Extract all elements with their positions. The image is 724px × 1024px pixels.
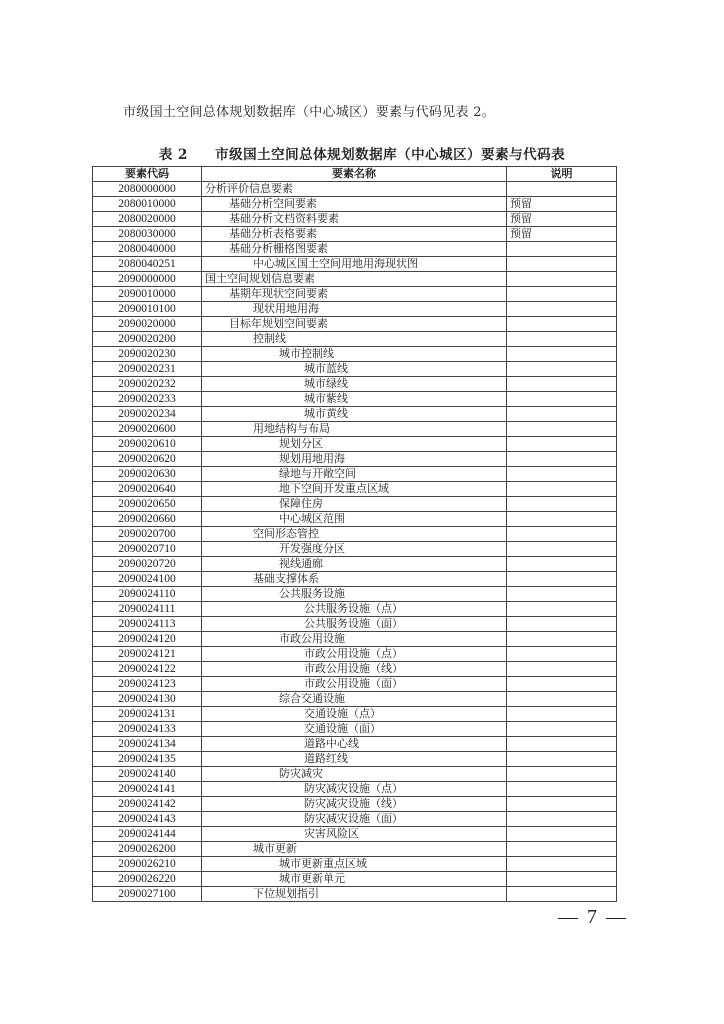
element-code-cell: 2080040251 xyxy=(93,257,202,272)
table-row xyxy=(93,542,617,557)
header-note: 说明 xyxy=(507,167,617,182)
note-cell xyxy=(507,587,617,602)
table-row xyxy=(93,362,617,377)
element-code-cell: 2090010000 xyxy=(93,287,202,302)
element-code-cell: 2090024135 xyxy=(93,752,202,767)
element-name-cell: 视线通廊 xyxy=(202,557,507,572)
table-row xyxy=(93,767,617,782)
note-cell xyxy=(507,677,617,692)
element-code-cell: 2090000000 xyxy=(93,272,202,287)
note-cell xyxy=(507,662,617,677)
element-name-cell: 市政公用设施 xyxy=(202,632,507,647)
element-name-cell: 城市控制线 xyxy=(202,347,507,362)
table-row xyxy=(93,407,617,422)
table-row xyxy=(93,572,617,587)
element-code-cell: 2090024121 xyxy=(93,647,202,662)
note-cell xyxy=(507,857,617,872)
element-name-cell: 防灾减灾设施（线） xyxy=(202,797,507,812)
table-row xyxy=(93,467,617,482)
element-name-cell: 空间形态管控 xyxy=(202,527,507,542)
element-name-cell: 下位规划指引 xyxy=(202,887,507,902)
element-name-cell: 国土空间规划信息要素 xyxy=(202,272,507,287)
element-code-cell: 2090024111 xyxy=(93,602,202,617)
table-row xyxy=(93,632,617,647)
element-code-cell: 2090024133 xyxy=(93,722,202,737)
element-code-cell: 2090020720 xyxy=(93,557,202,572)
element-code-cell: 2080020000 xyxy=(93,212,202,227)
element-code-cell: 2090020000 xyxy=(93,317,202,332)
element-code-cell: 2090020630 xyxy=(93,467,202,482)
element-name-cell: 市政公用设施（面） xyxy=(202,677,507,692)
table-row xyxy=(93,737,617,752)
table-row xyxy=(93,512,617,527)
note-cell xyxy=(507,272,617,287)
header-name: 要素名称 xyxy=(202,167,507,182)
note-cell xyxy=(507,362,617,377)
element-code-cell: 2090020620 xyxy=(93,452,202,467)
table-row xyxy=(93,887,617,902)
element-code-cell: 2090020600 xyxy=(93,422,202,437)
element-code-cell: 2090020610 xyxy=(93,437,202,452)
table-title: 市级国土空间总体规划数据库（中心城区）要素与代码表 xyxy=(215,147,566,163)
element-code-cell: 2090020640 xyxy=(93,482,202,497)
element-name-cell: 基础支撑体系 xyxy=(202,572,507,587)
element-code-cell: 2090024143 xyxy=(93,812,202,827)
element-name-cell: 公共服务设施（面） xyxy=(202,617,507,632)
table-row xyxy=(93,332,617,347)
table-row xyxy=(93,842,617,857)
element-name-cell: 用地结构与布局 xyxy=(202,422,507,437)
element-code-cell: 2090024141 xyxy=(93,782,202,797)
element-name-cell: 基础分析文档资料要素 xyxy=(202,212,507,227)
element-name-cell: 城市更新单元 xyxy=(202,872,507,887)
element-name-cell: 市政公用设施（线） xyxy=(202,662,507,677)
element-code-cell: 2090020700 xyxy=(93,527,202,542)
note-cell: 预留 xyxy=(507,212,617,227)
element-name-cell: 公共服务设施（点） xyxy=(202,602,507,617)
element-name-cell: 规划用地用海 xyxy=(202,452,507,467)
table-row xyxy=(93,212,617,227)
header-code: 要素代码 xyxy=(93,167,202,182)
element-name-cell: 城市紫线 xyxy=(202,392,507,407)
element-code-cell: 2090024131 xyxy=(93,707,202,722)
note-cell xyxy=(507,302,617,317)
table-row xyxy=(93,497,617,512)
element-code-cell: 2090020232 xyxy=(93,377,202,392)
table-row xyxy=(93,452,617,467)
element-code-cell: 2090024130 xyxy=(93,692,202,707)
element-name-cell: 城市蓝线 xyxy=(202,362,507,377)
note-cell xyxy=(507,722,617,737)
table-row xyxy=(93,707,617,722)
element-name-cell: 综合交通设施 xyxy=(202,692,507,707)
element-code-cell: 2090024100 xyxy=(93,572,202,587)
element-name-cell: 基础分析表格要素 xyxy=(202,227,507,242)
note-cell xyxy=(507,512,617,527)
table-row xyxy=(93,317,617,332)
element-code-cell: 2090024134 xyxy=(93,737,202,752)
table-row xyxy=(93,527,617,542)
element-name-cell: 规划分区 xyxy=(202,437,507,452)
table-row xyxy=(93,272,617,287)
note-cell xyxy=(507,887,617,902)
note-cell xyxy=(507,752,617,767)
table-row xyxy=(93,722,617,737)
note-cell xyxy=(507,467,617,482)
element-name-cell: 分析评价信息要素 xyxy=(202,182,507,197)
note-cell xyxy=(507,347,617,362)
intro-paragraph: 市级国土空间总体规划数据库（中心城区）要素与代码见表 2。 xyxy=(123,105,496,120)
element-name-cell: 保障住房 xyxy=(202,497,507,512)
element-code-cell: 2090024140 xyxy=(93,767,202,782)
note-cell xyxy=(507,437,617,452)
element-name-cell: 交通设施（面） xyxy=(202,722,507,737)
note-cell xyxy=(507,602,617,617)
element-name-cell: 灾害风险区 xyxy=(202,827,507,842)
element-code-cell: 2090026210 xyxy=(93,857,202,872)
element-code-cell: 2090024123 xyxy=(93,677,202,692)
element-code-cell: 2080000000 xyxy=(93,182,202,197)
note-cell xyxy=(507,182,617,197)
note-cell xyxy=(507,377,617,392)
element-code-cell: 2080010000 xyxy=(93,197,202,212)
element-name-cell: 公共服务设施 xyxy=(202,587,507,602)
table-row xyxy=(93,242,617,257)
table-row xyxy=(93,872,617,887)
table-row xyxy=(93,797,617,812)
table-caption xyxy=(0,143,724,163)
note-cell xyxy=(507,647,617,662)
element-name-cell: 基础分析栅格图要素 xyxy=(202,242,507,257)
table-row xyxy=(93,857,617,872)
element-name-cell: 防灾减灾设施（面） xyxy=(202,812,507,827)
element-code-cell: 2090020230 xyxy=(93,347,202,362)
element-code-cell: 2090020650 xyxy=(93,497,202,512)
element-name-cell: 中心城区国土空间用地用海现状图 xyxy=(202,257,507,272)
element-code-table xyxy=(92,166,617,902)
table-row xyxy=(93,302,617,317)
element-code-cell: 2080040000 xyxy=(93,242,202,257)
note-cell: 预留 xyxy=(507,197,617,212)
note-cell xyxy=(507,872,617,887)
table-row xyxy=(93,752,617,767)
table-row xyxy=(93,182,617,197)
note-cell xyxy=(507,317,617,332)
note-cell xyxy=(507,767,617,782)
note-cell xyxy=(507,497,617,512)
element-name-cell: 城市更新 xyxy=(202,842,507,857)
element-name-cell: 防灾减灾 xyxy=(202,767,507,782)
note-cell xyxy=(507,707,617,722)
page-number: — 7 — xyxy=(558,906,628,928)
element-code-cell: 2090020234 xyxy=(93,407,202,422)
table-row xyxy=(93,557,617,572)
table-header-row xyxy=(93,167,617,182)
table-row xyxy=(93,197,617,212)
note-cell xyxy=(507,452,617,467)
table-row xyxy=(93,677,617,692)
element-code-cell: 2090020233 xyxy=(93,392,202,407)
element-name-cell: 道路红线 xyxy=(202,752,507,767)
element-code-cell: 2090026220 xyxy=(93,872,202,887)
table-row xyxy=(93,482,617,497)
element-name-cell: 道路中心线 xyxy=(202,737,507,752)
table-row xyxy=(93,437,617,452)
table-row xyxy=(93,812,617,827)
table-row xyxy=(93,227,617,242)
note-cell xyxy=(507,242,617,257)
element-code-cell: 2090027100 xyxy=(93,887,202,902)
element-code-cell: 2080030000 xyxy=(93,227,202,242)
element-code-cell: 2090024144 xyxy=(93,827,202,842)
table-row xyxy=(93,422,617,437)
element-code-cell: 2090020710 xyxy=(93,542,202,557)
note-cell xyxy=(507,392,617,407)
note-cell xyxy=(507,632,617,647)
element-code-cell: 2090010100 xyxy=(93,302,202,317)
table-row xyxy=(93,662,617,677)
element-name-cell: 基期年现状空间要素 xyxy=(202,287,507,302)
element-name-cell: 绿地与开敞空间 xyxy=(202,467,507,482)
element-name-cell: 开发强度分区 xyxy=(202,542,507,557)
element-name-cell: 现状用地用海 xyxy=(202,302,507,317)
element-code-cell: 2090026200 xyxy=(93,842,202,857)
note-cell xyxy=(507,542,617,557)
element-name-cell: 城市更新重点区域 xyxy=(202,857,507,872)
table-row xyxy=(93,287,617,302)
note-cell xyxy=(507,557,617,572)
element-name-cell: 防灾减灾设施（点） xyxy=(202,782,507,797)
table-row xyxy=(93,587,617,602)
element-name-cell: 中心城区范围 xyxy=(202,512,507,527)
table-number: 表 2 xyxy=(158,147,188,163)
note-cell xyxy=(507,422,617,437)
element-name-cell: 城市绿线 xyxy=(202,377,507,392)
note-cell xyxy=(507,737,617,752)
note-cell xyxy=(507,812,617,827)
element-code-cell: 2090020231 xyxy=(93,362,202,377)
element-code-cell: 2090024110 xyxy=(93,587,202,602)
note-cell xyxy=(507,407,617,422)
element-code-cell: 2090020660 xyxy=(93,512,202,527)
table-row xyxy=(93,692,617,707)
element-name-cell: 交通设施（点） xyxy=(202,707,507,722)
note-cell xyxy=(507,332,617,347)
note-cell xyxy=(507,527,617,542)
table-row xyxy=(93,392,617,407)
note-cell xyxy=(507,797,617,812)
element-name-cell: 市政公用设施（点） xyxy=(202,647,507,662)
element-code-cell: 2090024142 xyxy=(93,797,202,812)
note-cell xyxy=(507,482,617,497)
note-cell xyxy=(507,782,617,797)
table-row xyxy=(93,782,617,797)
table-row xyxy=(93,617,617,632)
element-code-cell: 2090024120 xyxy=(93,632,202,647)
element-name-cell: 城市黄线 xyxy=(202,407,507,422)
element-code-cell: 2090024122 xyxy=(93,662,202,677)
note-cell xyxy=(507,572,617,587)
note-cell: 预留 xyxy=(507,227,617,242)
table-row xyxy=(93,602,617,617)
table-row xyxy=(93,647,617,662)
note-cell xyxy=(507,257,617,272)
note-cell xyxy=(507,692,617,707)
note-cell xyxy=(507,287,617,302)
element-name-cell: 地下空间开发重点区域 xyxy=(202,482,507,497)
table-row xyxy=(93,377,617,392)
element-name-cell: 目标年规划空间要素 xyxy=(202,317,507,332)
element-name-cell: 基础分析空间要素 xyxy=(202,197,507,212)
element-code-cell: 2090024113 xyxy=(93,617,202,632)
table-row xyxy=(93,257,617,272)
element-code-cell: 2090020200 xyxy=(93,332,202,347)
note-cell xyxy=(507,617,617,632)
table-row xyxy=(93,827,617,842)
note-cell xyxy=(507,842,617,857)
note-cell xyxy=(507,827,617,842)
element-name-cell: 控制线 xyxy=(202,332,507,347)
table-row xyxy=(93,347,617,362)
